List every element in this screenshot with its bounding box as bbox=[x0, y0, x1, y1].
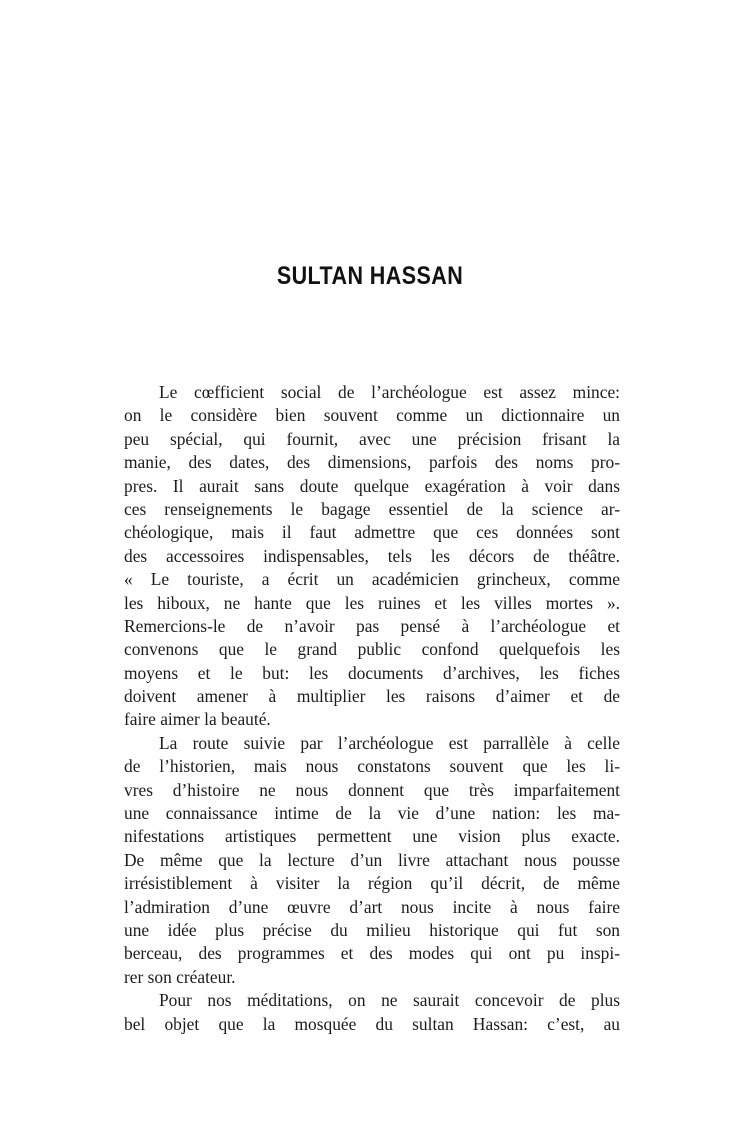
text-line: bel objet que la mosquée du sultan Hassan: c’est, au bbox=[124, 1013, 620, 1034]
text-line: les hiboux, ne hante que les ruines et les villes mortes ». bbox=[124, 592, 620, 613]
text-line: De même que la lecture d’un livre attachant nous pousse bbox=[124, 849, 620, 870]
text-line: une connaissance intime de la vie d’une nation: les ma- bbox=[124, 803, 620, 824]
text-line: ces renseignements le bagage essentiel de la science ar- bbox=[124, 498, 620, 519]
text-line: des accessoires indispensables, tels les décors de théâtre. bbox=[124, 545, 620, 566]
text-line: manie, des dates, des dimensions, parfois des noms pro- bbox=[124, 452, 620, 473]
text-line: une idée plus précise du milieu historique qui fut son bbox=[124, 919, 620, 940]
text-line: La route suivie par l’archéologue est parrallèle à celle bbox=[159, 732, 620, 753]
paragraph bbox=[124, 732, 620, 989]
text-line: peu spécial, qui fournit, avec une précision frisant la bbox=[124, 428, 620, 449]
text-line: « Le touriste, a écrit un académicien grincheux, comme bbox=[124, 569, 620, 590]
text-line: doivent amener à multiplier les raisons d’aimer et de bbox=[124, 686, 620, 707]
text-line: Le cœfficient social de l’archéologue est assez mince: bbox=[159, 382, 620, 402]
text-line: Pour nos méditations, on ne saurait concevoir de plus bbox=[159, 990, 620, 1011]
text-line: Remercions-le de n’avoir pas pensé à l’archéologue et bbox=[124, 615, 620, 636]
text-line: nifestations artistiques permettent une vision plus exacte. bbox=[124, 826, 620, 847]
paragraph bbox=[124, 989, 620, 1036]
paragraph bbox=[124, 381, 620, 732]
text-line: berceau, des programmes et des modes qui ont pu inspi- bbox=[124, 943, 620, 964]
text-line: pres. Il aurait sans doute quelque exagération à voir dans bbox=[124, 475, 620, 496]
text-line: chéologique, mais il faut admettre que ces données sont bbox=[124, 522, 620, 543]
text-line: on le considère bien souvent comme un dictionnaire un bbox=[124, 405, 620, 426]
text-line: vres d’histoire ne nous donnent que très imparfaitement bbox=[124, 779, 620, 800]
chapter-title: SULTAN HASSAN bbox=[276, 262, 464, 290]
text-line: convenons que le grand public confond quelquefois les bbox=[124, 639, 620, 660]
text-line: irrésistiblement à visiter la région qu’il décrit, de même bbox=[124, 873, 620, 894]
text-line: de l’historien, mais nous constatons souvent que les li- bbox=[124, 756, 620, 777]
text-line: moyens et le but: les documents d’archives, les fiches bbox=[124, 662, 620, 683]
text-line: faire aimer la beauté. bbox=[124, 709, 271, 730]
text-line: l’admiration d’une œuvre d’art nous incite à nous faire bbox=[124, 896, 620, 917]
body-text bbox=[124, 381, 620, 1036]
text-line: rer son créateur. bbox=[124, 966, 236, 987]
